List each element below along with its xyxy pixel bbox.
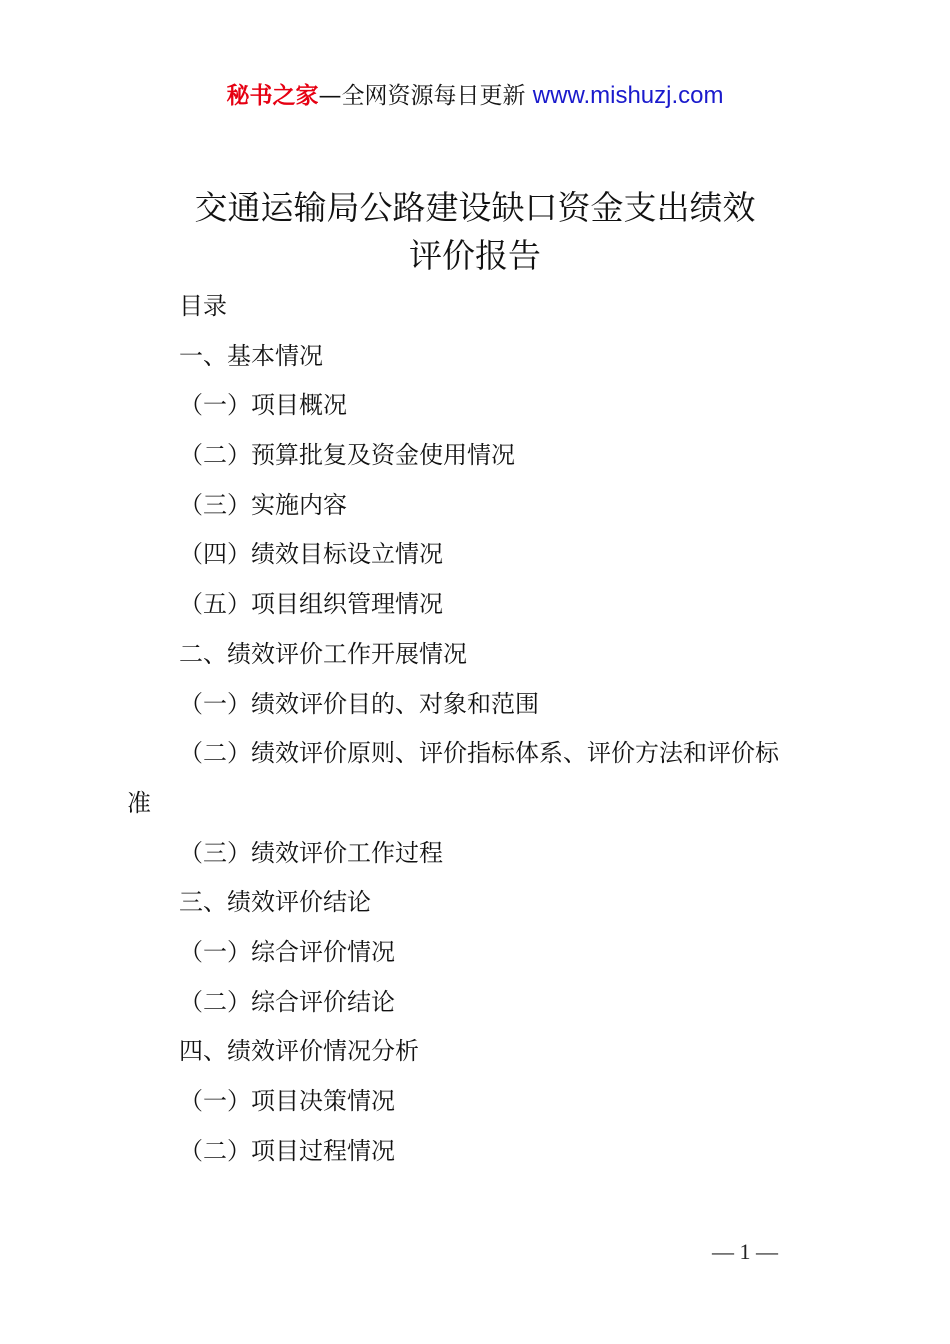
brand-name: 秘书之家	[226, 83, 319, 109]
toc-item: （一）综合评价情况	[179, 937, 395, 966]
site-url[interactable]: www.mishuzj.com	[532, 82, 724, 109]
toc-item: （五）项目组织管理情况	[179, 590, 443, 619]
toc-item: 二、绩效评价工作开展情况	[179, 639, 467, 668]
toc-item: （一）项目概况	[179, 391, 347, 420]
toc-item: （一）绩效评价目的、对象和范围	[179, 689, 539, 718]
toc-item: 四、绩效评价情况分析	[179, 1037, 419, 1066]
header-tagline: —全网资源每日更新	[318, 83, 533, 109]
page-number: — 1 —	[712, 1239, 778, 1264]
toc-item: （二）预算批复及资金使用情况	[179, 441, 515, 470]
toc-item: （三）实施内容	[179, 490, 347, 519]
toc-item: （二）项目过程情况	[179, 1136, 395, 1165]
toc-item: （四）绩效目标设立情况	[179, 540, 443, 569]
toc-item: （三）绩效评价工作过程	[179, 838, 443, 867]
document-title-line-1: 交通运输局公路建设缺口资金支出绩效	[194, 188, 756, 227]
toc-item: （一）项目决策情况	[179, 1087, 395, 1115]
toc-heading: 目录	[179, 292, 227, 320]
document-title-line-2: 评价报告	[409, 236, 541, 275]
toc-item-continuation: 准	[127, 788, 151, 817]
toc-item: （二）综合评价结论	[179, 987, 395, 1016]
toc-item: （二）绩效评价原则、评价指标体系、评价方法和评价标	[179, 739, 779, 768]
table-of-contents	[0, 282, 950, 1176]
site-header	[0, 80, 950, 112]
toc-item: 一、基本情况	[179, 341, 323, 370]
toc-item: 三、绩效评价结论	[179, 888, 371, 917]
